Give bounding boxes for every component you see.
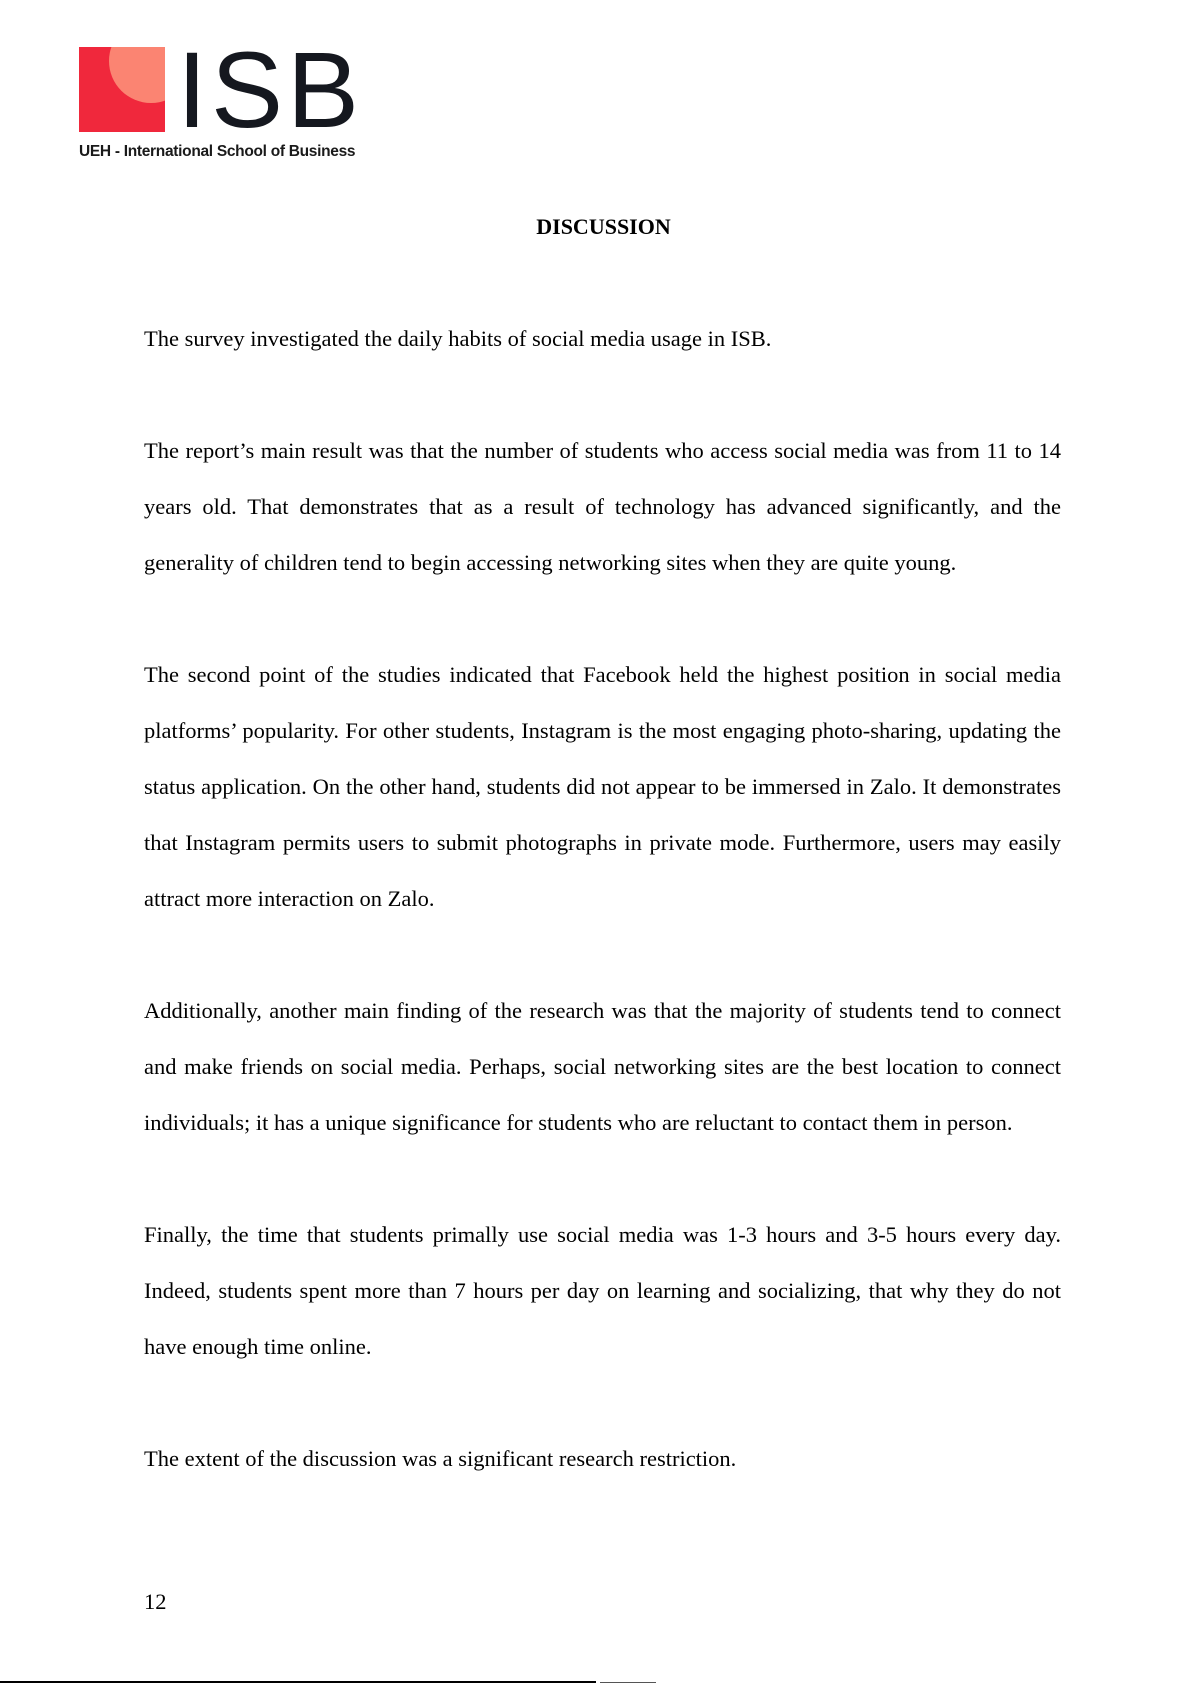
paragraph: The survey investigated the daily habits of social media usage in ISB. [144,326,772,351]
footer-rule-fragment [600,1682,656,1683]
paragraph: Finally, the time that students primally use social media was 1-3 hours and 3-5 hours every day. Indeed, students spent more than 7 hours per day on learning and socializing, that why they do not have enough time online. [144,1222,1061,1359]
document-body [144,311,1061,1487]
logo-mark [79,47,165,132]
paragraph: The extent of the discussion was a significant research restriction. [144,1446,737,1471]
paragraph: Additionally, another main finding of the research was that the majority of students tend to connect and make friends on social media. Perhaps, social networking sites are the best location to connect individuals; it has a unique significance for students who are reluctant to contact them in person. [144,998,1061,1135]
logo-subtitle: UEH - International School of Business [79,143,356,160]
paragraph: The report’s main result was that the number of students who access social media was from 11 to 14 years old. That demonstrates that as a result of technology has advanced significantly, and the generality of children tend to begin accessing networking sites when they are quite young. [144,438,1061,575]
page-number: 12 [144,1589,167,1614]
isb-logo [79,29,369,165]
paragraph: The second point of the studies indicated that Facebook held the highest position in social media platforms’ popularity. For other students, Instagram is the most engaging photo-sharing, updating the status application. On the other hand, students did not appear to be immersed in Zalo. It demonstrates that Instagram permits users to submit photographs in private mode. Furthermore, users may easily attract more interaction on Zalo. [144,662,1061,911]
page-title: DISCUSSION [536,214,671,239]
footer-rule [0,1681,596,1683]
logo-wordmark: ISB [177,29,364,150]
